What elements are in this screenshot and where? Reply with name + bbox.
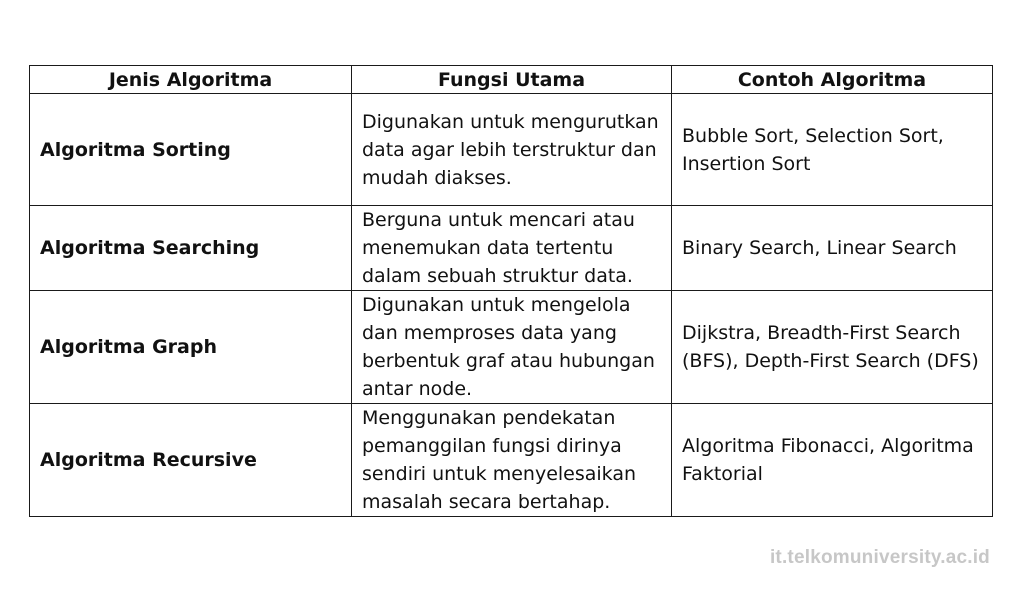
algorithm-type-cell: Algoritma Graph [30,291,352,404]
examples-cell: Bubble Sort, Selection Sort, Insertion Sort [672,94,993,206]
table-row [30,94,993,206]
table-row [30,291,993,404]
examples-cell: Binary Search, Linear Search [672,206,993,291]
header-fungsi-utama: Fungsi Utama [352,66,672,94]
examples-cell: Dijkstra, Breadth-First Search (BFS), Depth-First Search (DFS) [672,291,993,404]
examples-cell: Algoritma Fibonacci, Algoritma Faktorial [672,404,993,517]
algorithm-type-cell: Algoritma Recursive [30,404,352,517]
header-jenis-algoritma: Jenis Algoritma [30,66,352,94]
function-cell: Menggunakan pendekatan pemanggilan fungsi dirinya sendiri untuk menyelesaikan masalah secara bertahap. [352,404,672,517]
table-row [30,206,993,291]
site-watermark: it.telkomuniversity.ac.id [769,547,990,568]
algorithm-type-cell: Algoritma Sorting [30,94,352,206]
function-cell: Berguna untuk mencari atau menemukan data tertentu dalam sebuah struktur data. [352,206,672,291]
table-header-row [30,66,993,94]
header-contoh-algoritma: Contoh Algoritma [672,66,993,94]
function-cell: Digunakan untuk mengelola dan memproses data yang berbentuk graf atau hubungan antar node. [352,291,672,404]
function-cell: Digunakan untuk mengurutkan data agar lebih terstruktur dan mudah diakses. [352,94,672,206]
algorithm-type-cell: Algoritma Searching [30,206,352,291]
table-row [30,404,993,517]
algorithm-table [29,65,993,517]
